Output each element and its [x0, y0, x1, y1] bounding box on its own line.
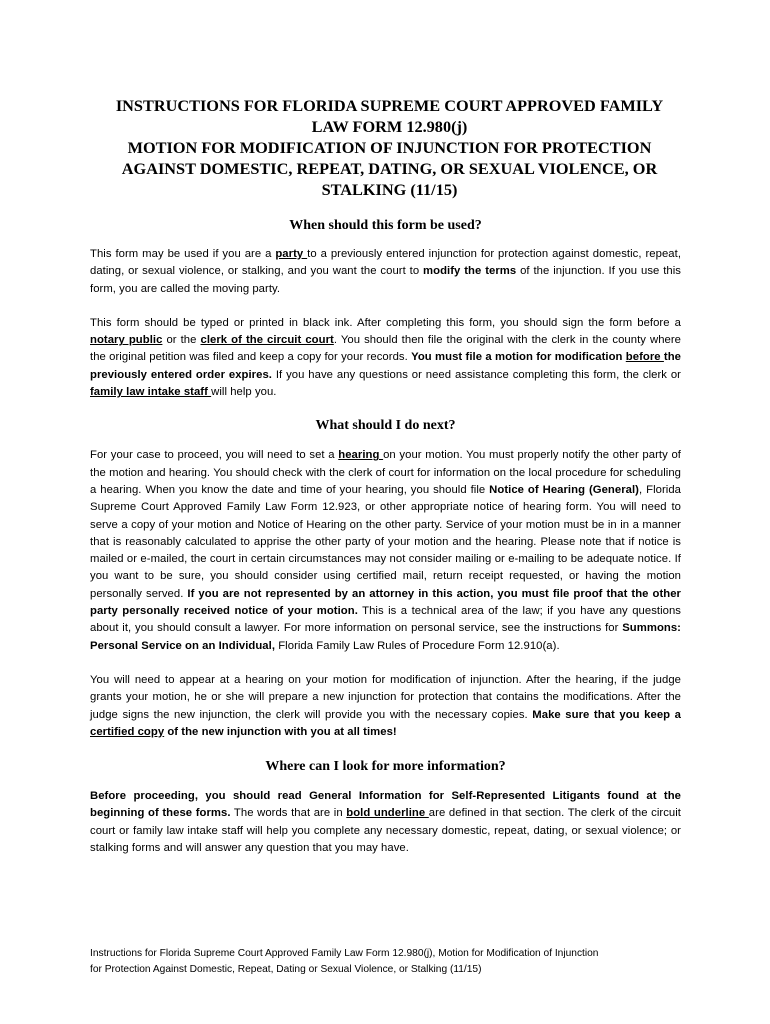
paragraph-appear-hearing: You will need to appear at a hearing on your motion for modification of injunction. After the hearing, if the judge grants your motion, he or she will prepare a new injunction for protection that contains the modifications. After the judge signs the new injunction, the clerk will provide you with the necessary copies. Make sure that you keep a certified copy of the new injunction with you at all times!: [90, 673, 682, 738]
page-footer: [90, 946, 690, 977]
term-notary-public: notary public: [90, 334, 163, 347]
term-certified-copy: certified copy: [90, 725, 165, 738]
title-line: INSTRUCTIONS FOR FLORIDA SUPREME COURT APPROVED FAMILY: [115, 96, 664, 115]
paragraph-hearing: For your case to proceed, you will need to set a hearing on your motion. You must properly notify the other party of the motion and hearing. You should check with the clerk of court for information on the local procedure for scheduling a hearing. When you know the date and time of your hearing, you should file Notice of Hearing (General), Florida Supreme Court Approved Family Law Form 12.923, or other appropriate notice of hearing form. You will need to serve a copy of your motion and Notice of Hearing on the other party. Service of your motion must be in in a manner that is reasonably calculated to apprise the other party of your motion and the hearing. Please note that if notice is mailed or e-mailed, the court in certain circumstances may not consider mailing or e-mailing to be adequate notice. If you want to be sure, you should consider using certified mail, return receipt requested, or having the motion personally served. If you are not represented by an attorney in this action, you must file proof that the other party personally received notice of your motion. This is a technical area of the law; if you have any questions about it, you should consult a lawyer. For more information on personal service, see the instructions for Summons: Personal Service on an Individual, Florida Family Law Rules of Procedure Form 12.910(a).: [90, 449, 681, 652]
bold-phrase: of the new injunction with you at all times!: [164, 725, 397, 738]
title-line: STALKING (11/15): [321, 180, 458, 199]
term-clerk-of-circuit-court: clerk of the circuit court: [200, 334, 334, 347]
title-line: AGAINST DOMESTIC, REPEAT, DATING, OR SEXUAL VIOLENCE, OR: [121, 159, 658, 178]
section-heading-next: What should I do next?: [315, 418, 456, 434]
paragraph-filing: This form should be typed or printed in black ink. After completing this form, you should sign the form before a notary public or the clerk of the circuit court. You should then file the original with the clerk in the county where the original petition was filed and keep a copy for your records. You must file a motion for modification before the previously entered order expires. If you have any questions or need assistance completing this form, the clerk or family law intake staff will help you.: [90, 316, 682, 399]
term-hearing: hearing: [338, 449, 384, 462]
term-party: party: [275, 248, 308, 260]
term-family-law-intake-staff: family law intake staff: [90, 386, 212, 399]
title-line: LAW FORM 12.980(j): [311, 117, 468, 136]
footer-line: for Protection Against Domestic, Repeat, Dating or Sexual Violence, or Stalking (11/15): [90, 963, 482, 975]
bold-phrase: Make sure that you keep a: [532, 708, 682, 721]
bold-phrase: Notice of Hearing (General): [489, 483, 639, 496]
section-heading-more-info: Where can I look for more information?: [265, 759, 506, 775]
bold-phrase: Before proceeding, you should read General Information for Self-Represented Litigants found at the beginning of these forms.: [90, 790, 681, 820]
bold-phrase: Summons: Personal Service on an Individual,: [90, 622, 681, 652]
document-title: [90, 95, 681, 200]
term-before: before: [625, 351, 664, 364]
bold-phrase: If you are not represented by an attorney in this action, you must file proof that the other party personally received notice of your motion.: [90, 587, 681, 618]
term-bold-underline: bold underline: [346, 807, 429, 820]
title-line: MOTION FOR MODIFICATION OF INJUNCTION FOR PROTECTION: [127, 138, 652, 157]
footer-line: Instructions for Florida Supreme Court Approved Family Law Form 12.980(j), Motion for Modification of Injunction: [90, 948, 599, 959]
bold-phrase: the previously entered order expires.: [90, 351, 682, 381]
paragraph-more-info: Before proceeding, you should read General Information for Self-Represented Litigants found at the beginning of these forms. The words that are in bold underline are defined in that section. The clerk of the circuit court or family law intake staff will help you complete any necessary domestic, repeat, dating, or sexual violence; or stalking forms and will answer any question that you may have.: [90, 790, 681, 855]
paragraph-form-usage: This form may be used if you are a party to a previously entered injunction for protection against domestic, repeat, dating, or sexual violence, or stalking, and you want the court to modify the terms of the injunction. If you use this form, you are called the moving party.: [90, 248, 682, 295]
section-heading-when: When should this form be used?: [289, 218, 482, 233]
bold-phrase: modify the terms: [423, 265, 517, 278]
bold-phrase: You must file a motion for modification: [411, 351, 626, 364]
document-page: [90, 95, 681, 857]
